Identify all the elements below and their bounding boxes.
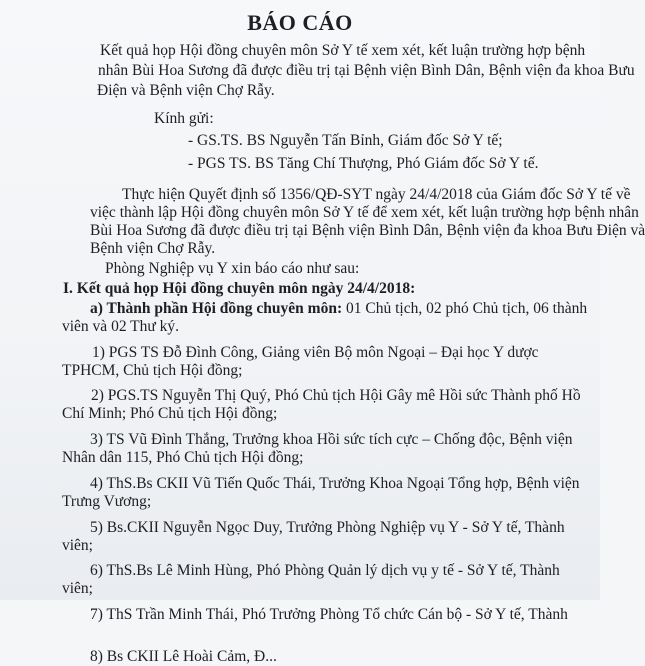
section-heading: I. Kết quả họp Hội đồng chuyên môn ngày 24/4/2018:	[63, 280, 416, 297]
member-4-cont: Trưng Vương;	[62, 493, 152, 510]
body-line-4: Bệnh viện Chợ Rẫy.	[90, 240, 216, 257]
subsection-label: a) Thành phần Hội đồng chuyên môn:	[90, 300, 343, 317]
subsection-text: 01 Chủ tịch, 02 phó Chủ tịch, 06 thành	[342, 300, 588, 317]
member-2: 2) PGS.TS Nguyễn Thị Quý, Phó Chủ tịch Hội Gây mê Hồi sức Thành phố Hồ	[91, 387, 581, 404]
intro-line-3: Điện và Bệnh viện Chợ Rẫy.	[97, 82, 275, 99]
member-3-cont: Nhân dân 115, Phó Chủ tịch Hội đồng;	[62, 449, 304, 466]
recipient-2: - PGS TS. BS Tăng Chí Thượng, Phó Giám đốc Sở Y tế.	[188, 155, 539, 172]
member-5-cont: viên;	[62, 537, 93, 554]
intro-line-1: Kết quả họp Hội đồng chuyên môn Sở Y tế xem xét, kết luận trường hợp bệnh	[100, 42, 586, 59]
member-6: 6) ThS.Bs Lê Minh Hùng, Phó Phòng Quản lý dịch vụ y tế - Sở Y tế, Thành	[90, 562, 560, 579]
document-title: BÁO CÁO	[247, 10, 353, 35]
subsection-a	[90, 300, 587, 318]
member-1-cont: TPHCM, Chủ tịch Hội đồng;	[62, 362, 243, 379]
subsection-cont: viên và 02 Thư ký.	[62, 318, 180, 335]
member-8: 8) Bs CKII Lê Hoài Cảm, Đ...	[90, 648, 277, 665]
member-5: 5) Bs.CKII Nguyễn Ngọc Duy, Trưởng Phòng Nghiệp vụ Y - Sở Y tế, Thành	[90, 519, 565, 536]
report-line: Phòng Nghiệp vụ Y xin báo cáo như sau:	[105, 260, 360, 277]
member-4: 4) ThS.Bs CKII Vũ Tiến Quốc Thái, Trưởng Khoa Ngoại Tổng hợp, Bệnh viện	[90, 475, 580, 492]
recipient-1: - GS.TS. BS Nguyễn Tấn Bỉnh, Giám đốc Sở Y tế;	[188, 132, 503, 149]
intro-line-2: nhân Bùi Hoa Sương đã được điều trị tại Bệnh viện Bình Dân, Bệnh viện đa khoa Bưu	[98, 62, 635, 79]
member-7: 7) ThS Trần Minh Thái, Phó Trưởng Phòng Tổ chức Cán bộ - Sở Y tế, Thành	[90, 606, 568, 623]
member-1: 1) PGS TS Đỗ Đình Công, Giảng viên Bộ môn Ngoại – Đại học Y dược	[92, 344, 539, 361]
body-line-3: Bùi Hoa Sương đã được điều trị tại Bệnh viện Bình Dân, Bệnh viện đa khoa Bưu Điện và	[90, 222, 645, 239]
kinh-gui: Kính gửi:	[154, 110, 214, 127]
body-line-2: việc thành lập Hội đồng chuyên môn Sở Y tế để xem xét, kết luận trường hợp bệnh nhân	[90, 204, 639, 221]
member-6-cont: viên;	[62, 580, 93, 597]
body-line-1: Thực hiện Quyết định số 1356/QĐ-SYT ngày 24/4/2018 của Giám đốc Sở Y tế về	[122, 186, 631, 203]
member-3: 3) TS Vũ Đình Thắng, Trưởng khoa Hồi sức tích cực – Chống độc, Bệnh viện	[90, 431, 573, 448]
member-2-cont: Chí Minh; Phó Chủ tịch Hội đồng;	[62, 405, 278, 422]
